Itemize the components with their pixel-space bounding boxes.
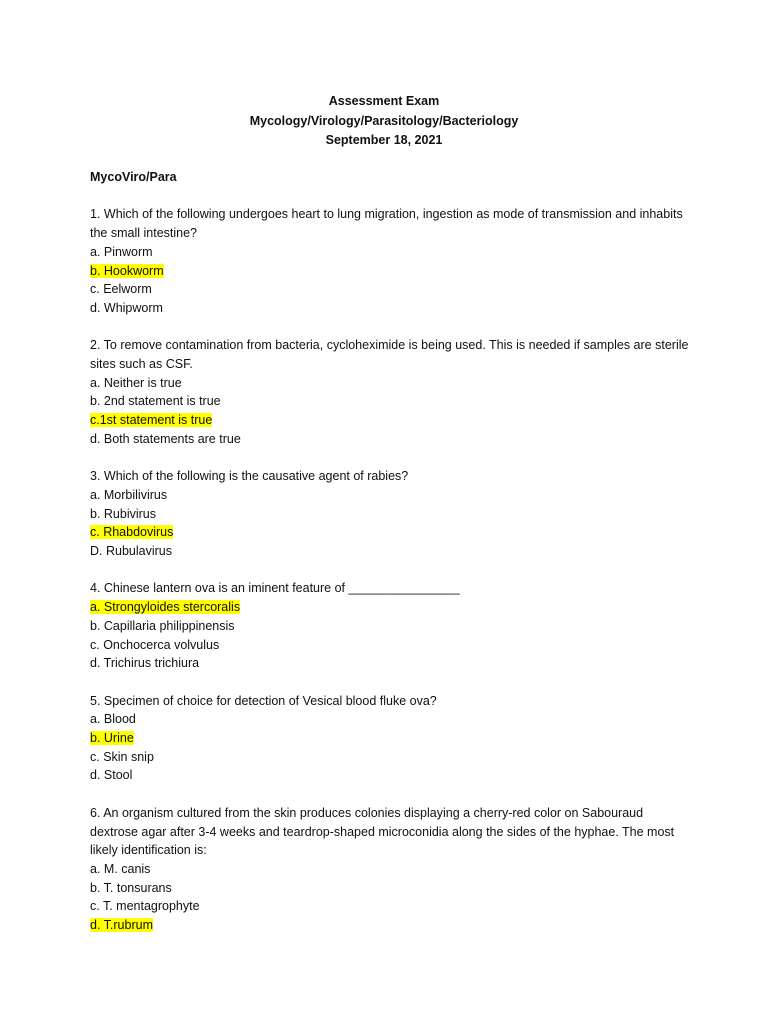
answer-option xyxy=(90,748,690,767)
answer-option-correct xyxy=(90,411,690,430)
highlighted-answer: a. Strongyloides stercoralis xyxy=(90,600,241,615)
option-text: a. Morbilivirus xyxy=(90,487,168,502)
answer-option xyxy=(90,299,690,318)
option-text: a. Neither is true xyxy=(90,375,182,390)
exam-title: Assessment Exam xyxy=(328,94,440,108)
option-text: a. Pinworm xyxy=(90,244,153,259)
option-text: b. 2nd statement is true xyxy=(90,394,221,409)
question-stem: 3. Which of the following is the causative agent of rabies? xyxy=(90,469,409,484)
exam-header xyxy=(0,92,768,151)
highlighted-answer: d. T.rubrum xyxy=(90,918,153,933)
highlighted-answer: c.1st statement is true xyxy=(90,413,213,428)
answer-option xyxy=(90,280,690,299)
question-3 xyxy=(90,467,690,561)
question-5 xyxy=(90,692,690,786)
answer-option-correct xyxy=(90,598,690,617)
option-text: b. Capillaria philippinensis xyxy=(90,618,235,633)
answer-option xyxy=(90,374,690,393)
exam-content xyxy=(90,168,690,953)
option-text: d. Whipworm xyxy=(90,300,163,315)
answer-option xyxy=(90,710,690,729)
answer-option xyxy=(90,243,690,262)
question-stem: 2. To remove contamination from bacteria, cycloheximide is being used. This is needed if samples are sterile sites such as CSF. xyxy=(90,338,689,371)
exam-date: September 18, 2021 xyxy=(325,133,443,147)
highlighted-answer: c. Rhabdovirus xyxy=(90,525,174,540)
option-text: c. Onchocerca volvulus xyxy=(90,637,220,652)
answer-option-correct xyxy=(90,262,690,281)
option-text: a. M. canis xyxy=(90,861,151,876)
answer-option xyxy=(90,542,690,561)
answer-option xyxy=(90,430,690,449)
exam-subjects: Mycology/Virology/Parasitology/Bacteriology xyxy=(249,113,519,128)
option-text: d. Trichirus trichiura xyxy=(90,656,200,671)
answer-option xyxy=(90,879,690,898)
highlighted-answer: b. Urine xyxy=(90,731,134,746)
answer-option-correct xyxy=(90,729,690,748)
answer-option xyxy=(90,486,690,505)
answer-option xyxy=(90,636,690,655)
answer-option xyxy=(90,505,690,524)
option-text: c. Eelworm xyxy=(90,282,152,297)
answer-option xyxy=(90,392,690,411)
answer-option xyxy=(90,860,690,879)
section-title: MycoViro/Para xyxy=(90,170,177,184)
question-stem: 6. An organism cultured from the skin produces colonies displaying a cherry-red color on Sabouraud dextrose agar after 3-4 weeks and teardrop-shaped microconidia along the sides of the hyphae. The most likely identification is: xyxy=(90,805,675,858)
highlighted-answer: b. Hookworm xyxy=(90,263,164,278)
question-2 xyxy=(90,336,690,448)
question-1 xyxy=(90,205,690,317)
option-text: D. Rubulavirus xyxy=(90,544,172,559)
answer-option xyxy=(90,766,690,785)
question-4 xyxy=(90,579,690,673)
option-text: c. T. mentagrophyte xyxy=(90,899,200,914)
answer-option xyxy=(90,654,690,673)
answer-option-correct xyxy=(90,916,690,935)
option-text: a. Blood xyxy=(90,712,136,727)
option-text: c. Skin snip xyxy=(90,749,154,764)
question-stem: 5. Specimen of choice for detection of Vesical blood fluke ova? xyxy=(90,693,437,708)
question-6 xyxy=(90,804,690,935)
question-stem: 1. Which of the following undergoes heart to lung migration, ingestion as mode of transmission and inhabits the small intestine? xyxy=(90,207,683,241)
option-text: b. Rubivirus xyxy=(90,506,156,521)
option-text: d. Both statements are true xyxy=(90,431,241,446)
option-text: d. Stool xyxy=(90,768,133,783)
answer-option xyxy=(90,617,690,636)
answer-option xyxy=(90,897,690,916)
question-stem: 4. Chinese lantern ova is an iminent feature of ________________ xyxy=(90,581,460,596)
option-text: b. T. tonsurans xyxy=(90,880,172,895)
answer-option-correct xyxy=(90,523,690,542)
